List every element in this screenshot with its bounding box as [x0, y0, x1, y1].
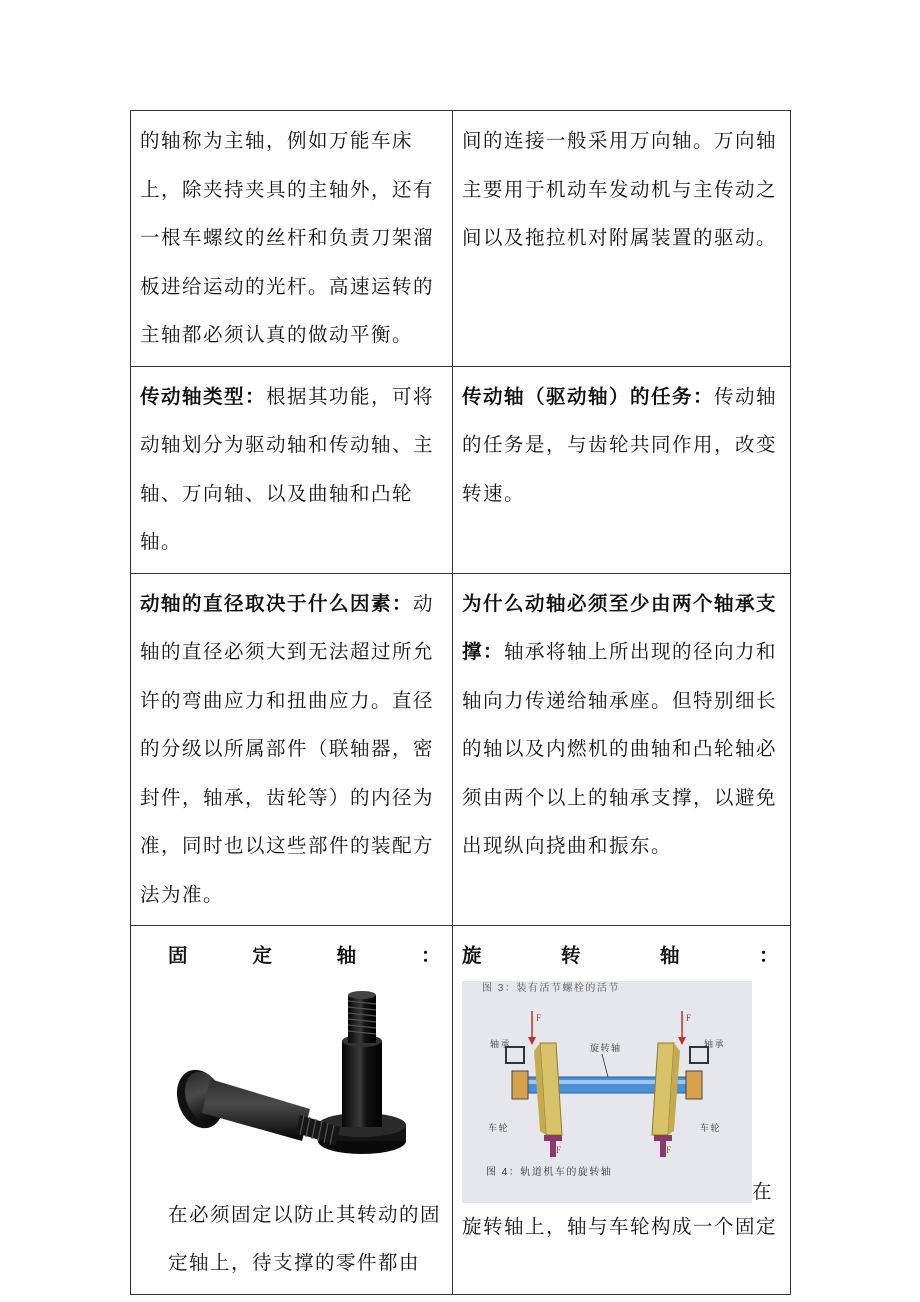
figure-line — [462, 981, 782, 1203]
cell-main-shaft-text — [131, 111, 453, 367]
force-label: F — [536, 1012, 543, 1023]
heading: 动轴的直径取决于什么因素： — [140, 591, 414, 615]
label-bearing-right: 轴承 — [704, 1039, 726, 1050]
heading-char: 固 — [168, 944, 190, 967]
cell-bearing-support — [453, 573, 791, 926]
cell-fixed-shaft — [131, 926, 453, 1295]
force-label: F — [686, 1012, 693, 1023]
label-rotating-shaft: 旋转轴 — [590, 1043, 622, 1054]
force-label: F — [666, 1144, 673, 1155]
heading-char: 定 — [252, 944, 274, 967]
label-wheel-left: 车轮 — [488, 1123, 510, 1134]
paragraph: 根据其功能，可将动轴划分为驱动轴和传动轴、主轴、万向轴、以及曲轴和凸轮轴。 — [140, 384, 435, 553]
paragraph-lead: 在 — [752, 1179, 774, 1203]
cell-rotating-shaft — [453, 926, 791, 1295]
paragraph: 传动轴的任务是，与齿轮共同作用，改变转速。 — [462, 384, 778, 505]
paragraph: 动轴的直径必须大到无法超过所允许的弯曲应力和扭曲应力。直径的分级以所属部件（联轴器，密封件，轴承，齿轮等）的内径为准，同时也以这些部件的装配方法为准。 — [140, 591, 435, 906]
paragraph: 轴承将轴上所出现的径向力和轴向力传递给轴承座。但特别细长的轴以及内燃机的曲轴和凸轮轴必须由两个以上的轴承支撑，以避免出现纵向挠曲和振东。 — [462, 640, 778, 857]
cell-universal-shaft-text — [453, 111, 791, 367]
heading-char: ： — [758, 944, 780, 967]
figure-caption-top: 图 3：装有活节螺栓的活节 — [482, 982, 620, 994]
table-row — [131, 111, 791, 367]
force-label: F — [556, 1144, 563, 1155]
locomotive-axle-diagram — [462, 981, 752, 1203]
heading-char: 旋 — [462, 944, 484, 967]
table-row — [131, 366, 791, 573]
label-wheel-right: 车轮 — [700, 1123, 722, 1134]
fixed-shaft-heading — [140, 932, 444, 981]
heading-char: 转 — [560, 944, 582, 967]
heading: 为什么动轴必须至少由两个轴承支撑： — [462, 591, 778, 663]
paragraph: 的轴称为主轴，例如万能车床上，除夹持夹具的主轴外，还有一根车螺纹的丝杆和负责刀架溜板进给运动的光杆。高速运转的主轴都必须认真的做动平衡。 — [140, 129, 435, 346]
figure-caption-bottom: 图 4：轨道机车的旋转轴 — [486, 1166, 613, 1178]
rotating-shaft-figure — [462, 981, 752, 1203]
heading: 传动轴类型： — [140, 384, 267, 408]
paragraph: 旋转轴上，轴与车轮构成一个固定 — [462, 1214, 778, 1238]
paragraph: 间的连接一般采用万向轴。万向轴主要用于机动车发动机与主传动之间以及拖拉机对附属装置的驱动。 — [462, 129, 778, 249]
heading-char: ： — [420, 944, 442, 967]
fixed-shaft-bolts-image — [140, 981, 440, 1191]
table-row — [131, 926, 791, 1295]
content-table — [130, 110, 791, 1295]
heading-char: 轴 — [659, 944, 681, 967]
table-row — [131, 573, 791, 926]
heading: 传动轴（驱动轴）的任务： — [462, 384, 715, 408]
rotating-shaft-heading — [462, 932, 782, 981]
label-bearing-left: 轴承 — [490, 1039, 512, 1050]
cell-shaft-types — [131, 366, 453, 573]
cell-shaft-task — [453, 366, 791, 573]
heading-char: 轴 — [336, 944, 358, 967]
paragraph: 在必须固定以防止其转动的固定轴上，待支撑的零件都由 — [168, 1202, 442, 1274]
fixed-shaft-photo — [140, 981, 444, 1191]
cell-shaft-diameter — [131, 573, 453, 926]
